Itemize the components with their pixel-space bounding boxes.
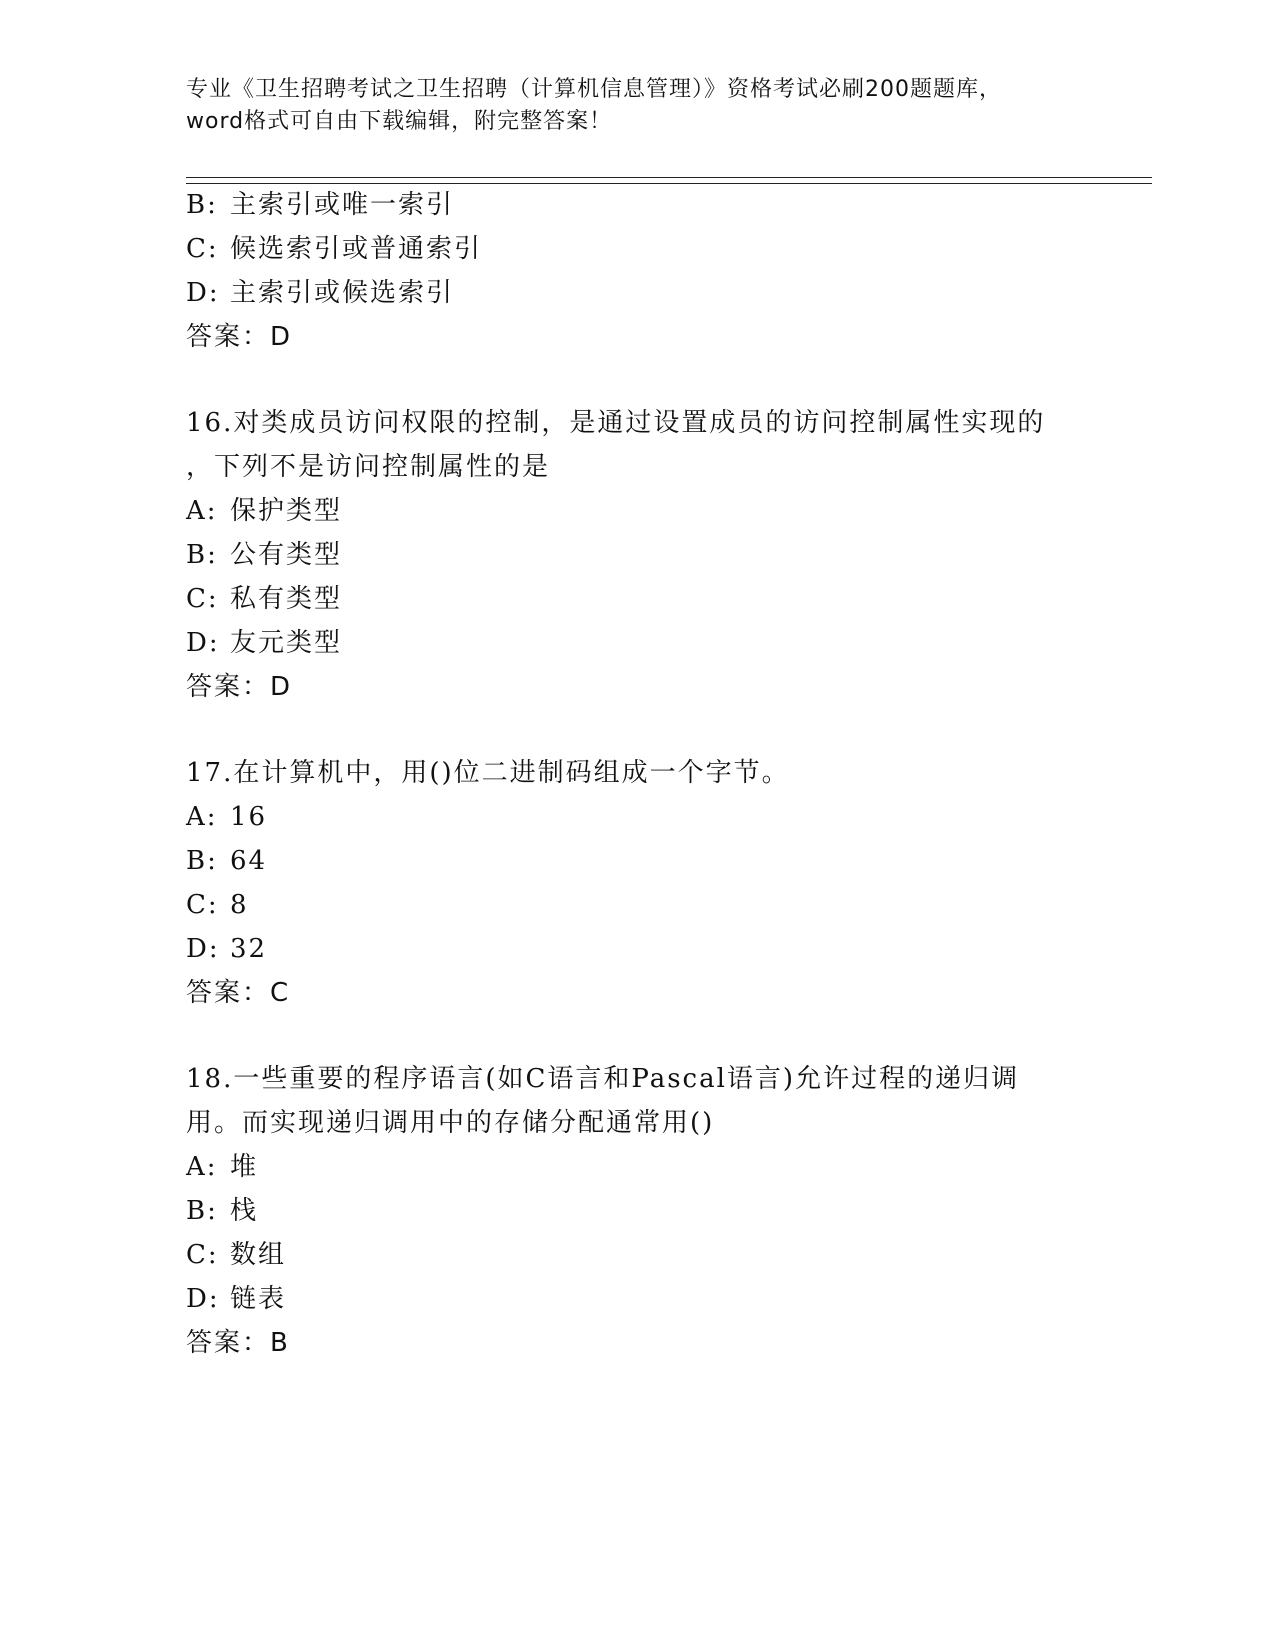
option-label: A: [186, 496, 218, 526]
option-label: C: [186, 1240, 219, 1270]
option-text: 主索引或候选索引 [230, 278, 455, 308]
option-label: B: [186, 1196, 218, 1226]
option-label: D: [186, 934, 220, 964]
option-label: C: [186, 234, 219, 264]
option-label: C: [186, 584, 219, 614]
q15-option-c [186, 232, 482, 266]
option-text: 堆 [230, 1152, 259, 1182]
option-text: 8 [230, 890, 249, 920]
option-text: 64 [230, 846, 268, 876]
option-text: 16 [230, 802, 268, 832]
option-label: A: [186, 1152, 218, 1182]
header-divider-top [186, 177, 1152, 178]
header-line-2: word格式可自由下载编辑，附完整答案！ [186, 109, 613, 134]
q16-stem-line-1: 16.对类成员访问权限的控制，是通过设置成员的访问控制属性实现的 [186, 408, 1046, 438]
q17-option-d [186, 932, 267, 966]
option-text: 保护类型 [230, 496, 343, 526]
option-label: B: [186, 846, 218, 876]
option-label: A: [186, 802, 218, 832]
q16-stem-line-2: ，下列不是访问控制属性的是 [186, 452, 551, 482]
q18-option-c [186, 1238, 286, 1272]
option-label: B: [186, 540, 218, 570]
option-text: 栈 [230, 1196, 259, 1226]
option-text: 链表 [230, 1284, 287, 1314]
header-divider-bottom [186, 183, 1152, 184]
q16-option-b [186, 538, 342, 572]
q18-stem-line-2: 用。而实现递归调用中的存储分配通常用() [186, 1108, 715, 1138]
q16-answer: 答案：D [186, 672, 293, 702]
header-line-1: 专业《卫生招聘考试之卫生招聘（计算机信息管理）》资格考试必刷200题题库， [186, 77, 1002, 102]
option-text: 候选索引或普通索引 [230, 234, 483, 264]
q18-answer: 答案：B [186, 1328, 290, 1358]
option-text: 32 [230, 934, 268, 964]
q18-option-b [186, 1194, 258, 1228]
q16-option-d [186, 626, 342, 660]
q15-option-b [186, 188, 454, 222]
q15-option-d [186, 276, 454, 310]
option-text: 友元类型 [230, 628, 343, 658]
q17-option-b [186, 844, 267, 878]
option-text: 公有类型 [230, 540, 343, 570]
q18-stem-line-1: 18.一些重要的程序语言(如C语言和Pascal语言)允许过程的递归调 [186, 1064, 1020, 1094]
option-label: D: [186, 628, 220, 658]
document-header [186, 74, 1066, 138]
q15-answer: 答案：D [186, 322, 293, 352]
q18-option-a [186, 1150, 258, 1184]
option-label: D: [186, 278, 220, 308]
q17-option-c [186, 888, 249, 922]
q17-answer: 答案：C [186, 978, 291, 1008]
q17-stem-line-1: 17.在计算机中，用()位二进制码组成一个字节。 [186, 758, 790, 788]
option-label: D: [186, 1284, 220, 1314]
option-text: 数组 [230, 1240, 287, 1270]
q16-option-c [186, 582, 342, 616]
q17-option-a [186, 800, 267, 834]
q18-option-d [186, 1282, 286, 1316]
option-text: 私有类型 [230, 584, 343, 614]
option-label: B: [186, 190, 218, 220]
option-text: 主索引或唯一索引 [230, 190, 455, 220]
q16-option-a [186, 494, 342, 528]
option-label: C: [186, 890, 219, 920]
